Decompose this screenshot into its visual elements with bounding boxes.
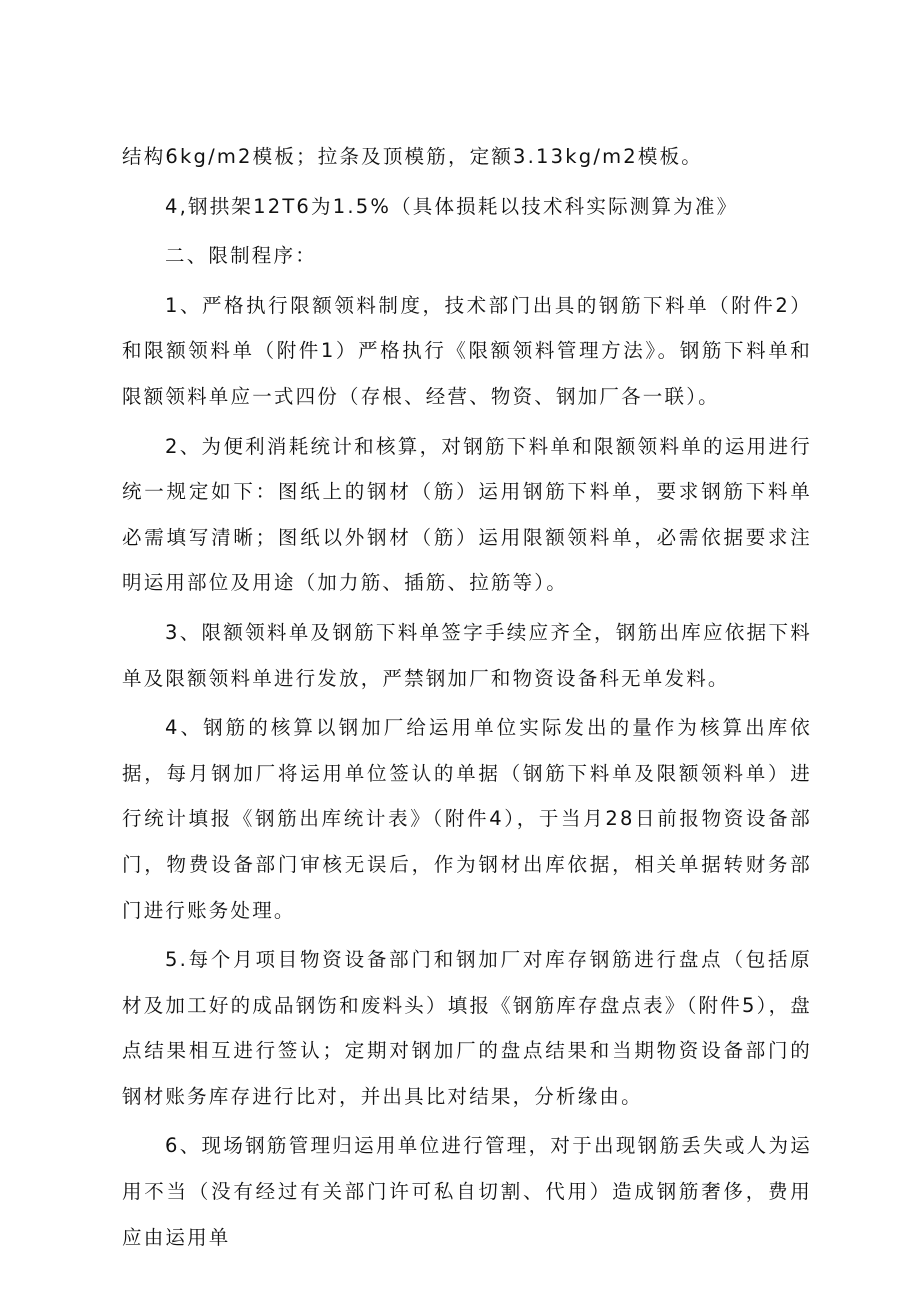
paragraph-continuation: 结构6kg/m2模板；拉条及顶模筋，定额3.13kg/m2模板。 [122, 145, 704, 168]
paragraph-step-4: 4、钢筋的核算以钢加厂给运用单位实际发出的量作为核算出库依据，每月钢加厂将运用单位签认的单据（钢筋下料单及限额领料单）进行统计填报《钢筋出库统计表》（附件4），于当月28日前报物资设备部门，物费设备部门审核无误后，作为钢材出库依据，相关单据转财务部门进行账务处理。 [122, 716, 812, 922]
section-heading-control-procedure: 二、限制程序： [165, 244, 317, 268]
paragraph-step-6: 6、现场钢筋管理归运用单位进行管理，对于出现钢筋丢失或人为运用不当（没有经过有关部门许可私自切割、代用）造成钢筋奢侈，费用应由运用单 [122, 1134, 812, 1249]
document-body [122, 134, 812, 1264]
paragraph-step-1: 1、严格执行限额领料制度，技术部门出具的钢筋下料单（附件2）和限额领料单（附件1）严格执行《限额领料管理方法》。钢筋下料单和限额领料单应一式四份（存根、经营、物资、钢加厂各一联）。 [122, 293, 812, 408]
paragraph-step-5: 5.每个月项目物资设备部门和钢加厂对库存钢筋进行盘点（包括原材及加工好的成品钢饬和废料头）填报《钢筋库存盘点表》（附件5），盘点结果相互进行签认；定期对钢加厂的盘点结果和当期物资设备部门的钢材账务库存进行比对，并出具比对结果，分析缘由。 [122, 948, 812, 1108]
paragraph-step-3: 3、限额领料单及钢筋下料单签字手续应齐全，钢筋出库应依据下料单及限额领料单进行发放，严禁钢加厂和物资设备科无单发料。 [122, 620, 812, 690]
paragraph-item-4-steel-arch: 4,钢拱架12T6为1.5%（具体损耗以技术科实际测算为准》 [165, 194, 739, 218]
paragraph-step-2: 2、为便利消耗统计和核算，对钢筋下料单和限额领料单的运用进行统一规定如下：图纸上的钢材（筋）运用钢筋下料单，要求钢筋下料单必需填写清晰；图纸以外钢材（筋）运用限额领料单，必需依据要求注明运用部位及用途（加力筋、插筋、拉筋等）。 [122, 434, 812, 595]
